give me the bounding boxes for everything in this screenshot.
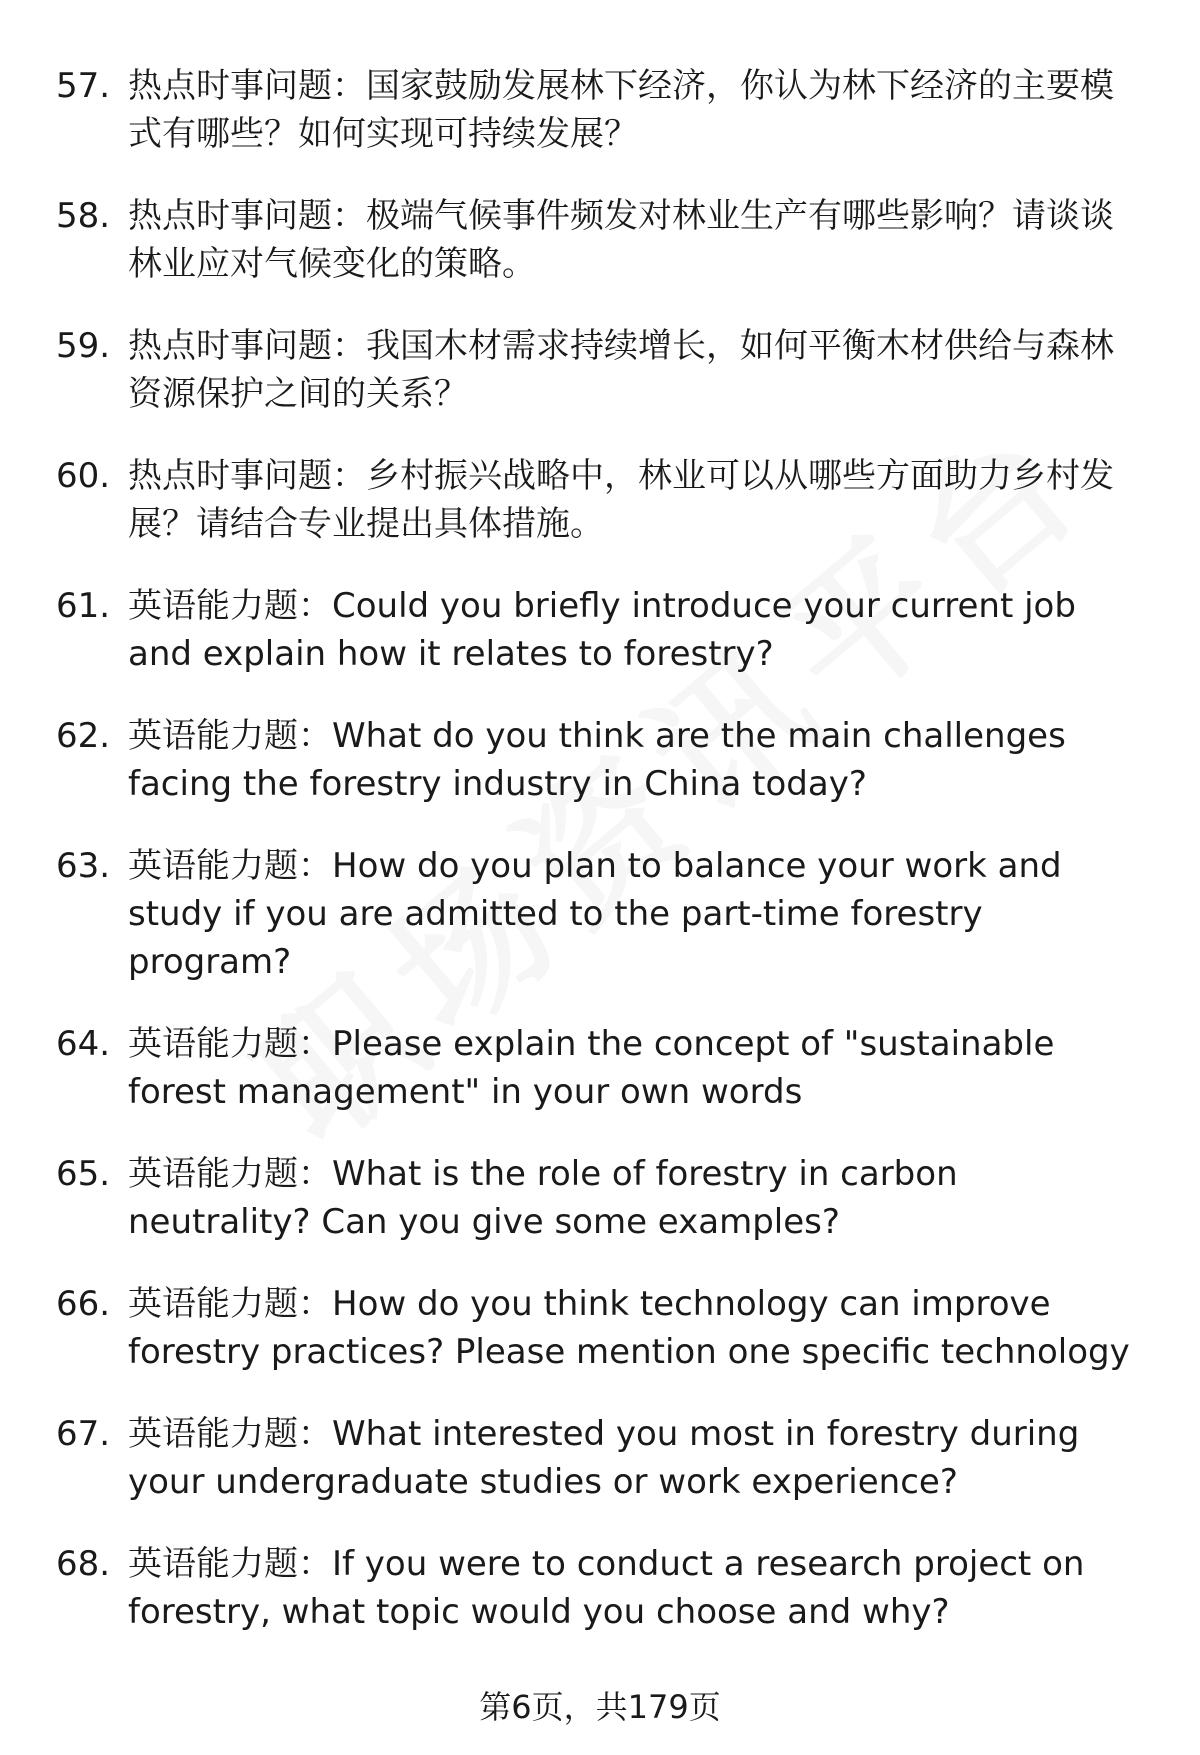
question-item: [0, 1410, 1200, 1506]
page-number: 第6页，共179页: [479, 1688, 721, 1726]
question-item: [0, 842, 1200, 986]
question-number: 58.: [56, 196, 111, 236]
question-item: [0, 322, 1200, 418]
question-item: [0, 192, 1200, 288]
question-text: 英语能力题：If you were to conduct a research project on forestry, what topic would you choose and why?: [128, 1544, 1085, 1632]
question-text: 英语能力题：What do you think are the main challenges facing the forestry industry in China today?: [128, 716, 1066, 804]
question-text: 英语能力题：How do you plan to balance your work and study if you are admitted to the part-time forestry program?: [128, 846, 1062, 982]
question-number: 67.: [56, 1414, 111, 1454]
question-item: [0, 1280, 1200, 1376]
question-number: 60.: [56, 456, 111, 496]
question-text: 英语能力题：Please explain the concept of "sustainable forest management" in your own words: [128, 1024, 1055, 1112]
question-text: 热点时事问题：国家鼓励发展林下经济，你认为林下经济的主要模式有哪些？如何实现可持续发展？: [128, 66, 1114, 154]
question-list: [0, 62, 1200, 1670]
question-item: [0, 1020, 1200, 1116]
question-number: 59.: [56, 326, 111, 366]
question-item: [0, 712, 1200, 808]
question-item: [0, 452, 1200, 548]
question-number: 61.: [56, 586, 111, 626]
question-text: 英语能力题：What is the role of forestry in carbon neutrality? Can you give some examples?: [128, 1154, 958, 1242]
question-number: 63.: [56, 846, 111, 886]
question-item: [0, 582, 1200, 678]
question-number: 66.: [56, 1284, 111, 1324]
question-text: 英语能力题：Could you briefly introduce your current job and explain how it relates to forestry?: [128, 586, 1076, 674]
question-text: 英语能力题：How do you think technology can improve forestry practices? Please mention one specific technology: [128, 1284, 1130, 1372]
question-number: 57.: [56, 66, 111, 106]
question-text: 热点时事问题：我国木材需求持续增长，如何平衡木材供给与森林资源保护之间的关系？: [128, 326, 1114, 414]
question-number: 65.: [56, 1154, 111, 1194]
question-text: 热点时事问题：乡村振兴战略中，林业可以从哪些方面助力乡村发展？请结合专业提出具体措施。: [128, 456, 1114, 544]
question-number: 62.: [56, 716, 111, 756]
question-item: [0, 1540, 1200, 1636]
question-item: [0, 1150, 1200, 1246]
question-number: 68.: [56, 1544, 111, 1584]
question-text: 英语能力题：What interested you most in forestry during your undergraduate studies or work experience?: [128, 1414, 1080, 1502]
question-text: 热点时事问题：极端气候事件频发对林业生产有哪些影响？请谈谈林业应对气候变化的策略。: [128, 196, 1114, 284]
question-number: 64.: [56, 1024, 111, 1064]
question-item: [0, 62, 1200, 158]
